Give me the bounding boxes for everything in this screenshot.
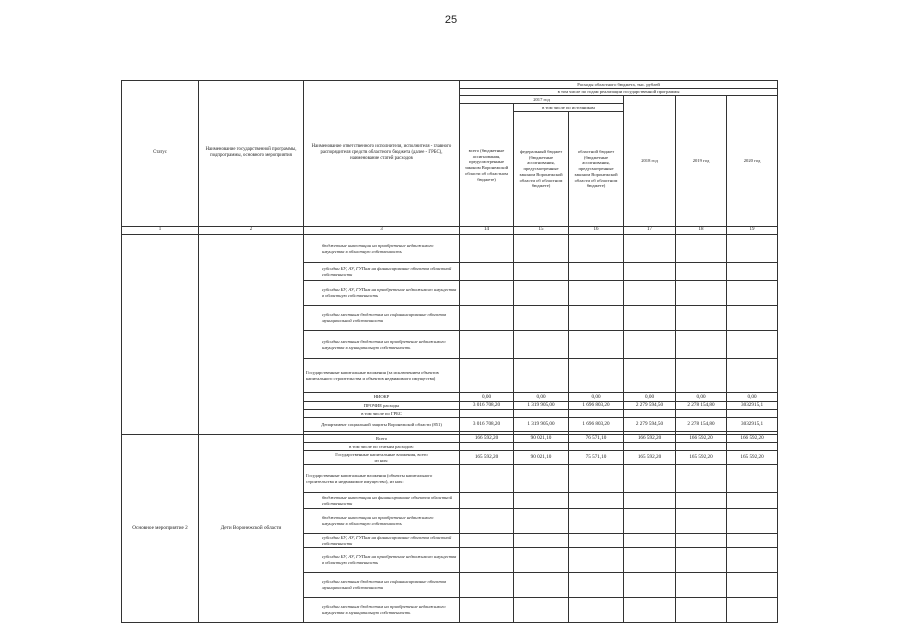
row-label: Государственные капитальные вложения (объекты капитального строительства и недвижимое имущество), из них: [304,465,460,493]
header-federal: федеральный бюджет (бюджетные ассигнования, предусмотренные законом Воронежской области об областном бюджете) [514,111,569,226]
value-cell: 1 696 803,20 [569,401,624,410]
row-label: субсидии местным бюджетам на приобретение недвижимого имущества в муниципальную собственность [304,331,460,359]
row-label: бюджетные инвестиции на финансирование объектов областной собственности [304,493,460,509]
index-cell: 16 [569,226,624,234]
value-cell: 76 571,10 [569,434,624,443]
block1-status [122,235,199,435]
header-total: всего (бюджетные ассигнования, предусмотренные законом Воронежской области об областном бюджете) [460,104,514,227]
value-cell: 165 592,20 [624,451,676,465]
row-label: Всего [304,434,460,443]
header-status: Статус [122,81,199,227]
capital-sub: из них: [374,457,389,463]
value-cell: 0,00 [460,393,514,402]
value-cell: 165 592,20 [460,451,514,465]
header-2020: 2020 год [727,96,778,226]
value-cell: 75 571,10 [569,451,624,465]
header-2019: 2019 год [676,96,727,226]
row-label: Департамент социальной защиты Воронежской области (851) [304,417,460,431]
capital-label: Государственные капитальные вложения, всего [335,451,428,457]
row-label: Государственные капитальные вложения (за исключением объектов капитального строительства и объектов недвижимого имущества) [304,359,460,393]
index-cell: 19 [727,226,778,234]
value-cell: 0,00 [727,393,778,402]
value-cell: 3032915,1 [727,401,778,410]
value-cell: 166 592,20 [624,434,676,443]
value-cell: 3 016 708,20 [460,401,514,410]
budget-table [121,80,778,623]
row-label: бюджетные инвестиции на приобретение недвижимого имущества в областную собственность [304,235,460,263]
row-label: субсидии БУ, АУ, ГУПам на приобретение недвижимого имущества в областную собственность [304,548,460,573]
row-label: в том числе по статьям расходов: [304,443,460,451]
value-cell: 0,00 [676,393,727,402]
value-cell: 0,00 [569,393,624,402]
row-label: субсидии БУ, АУ, ГУПам на приобретение недвижимого имущества в областную собственность [304,281,460,306]
header-program-name: Наименование государственной программы, подпрограммы, основного мероприятия [199,81,304,227]
row-label: субсидии местным бюджетам на софинансирование объектов муниципальной собственности [304,306,460,331]
row-label: субсидии местным бюджетам на приобретение недвижимого имущества в муниципальную собственность [304,598,460,623]
value-cell: 2 278 154,80 [676,401,727,410]
value-cell: 166 592,20 [460,434,514,443]
header-2018: 2018 год [624,96,676,226]
value-cell: 90 021,10 [514,434,569,443]
value-cell: 165 592,20 [727,451,778,465]
row-label: ПРОЧИЕ расходы [304,401,460,410]
value-cell: 166 592,20 [727,434,778,443]
row-label: НИОКР [304,393,460,402]
row-label: бюджетные инвестиции на приобретение недвижимого имущества в областную собственность [304,509,460,534]
value-cell: 2 279 594,50 [624,401,676,410]
row-label [304,451,460,465]
table-row-total [122,434,778,443]
row-label: субсидии местным бюджетам на софинансирование объектов муниципальной собственности [304,573,460,598]
value-cell: 165 592,20 [676,451,727,465]
header-executor-name: Наименование ответственного исполнителя, исполнителя - главного распорядителя средств областного бюджета (далее - ГРБС), наименование статей расходов [304,81,460,227]
index-cell: 17 [624,226,676,234]
value-cell: 1 319 905,00 [514,401,569,410]
index-cell: 3 [304,226,460,234]
value-cell: 0,00 [514,393,569,402]
header-expenses-title: Расходы областного бюджета, тыс. рублей [460,81,778,89]
page-number: 25 [444,14,458,26]
header-by-years: в том числе по годам реализации государственной программы [460,88,778,96]
value-cell: 90 021,10 [514,451,569,465]
index-cell: 15 [514,226,569,234]
value-cell: 0,00 [624,393,676,402]
row-label: субсидии БУ, АУ, ГУПам на финансирование объектов областной собственности [304,263,460,281]
value-cell: 1 696 803,20 [569,417,624,431]
value-cell: 1 319 905,00 [514,417,569,431]
row-label: субсидии БУ, АУ, ГУПам на финансирование объектов областной собственности [304,534,460,548]
header-regional: областной бюджет (бюджетные ассигнования, предусмотренные законом Воронежской области об областном бюджете) [569,111,624,226]
value-cell: 2 278 154,80 [676,417,727,431]
index-row [122,226,778,234]
header-row-1 [122,81,778,89]
block2-status: Основное мероприятие 2 [122,434,199,622]
index-cell: 1 [122,226,199,234]
value-cell: 3 016 708,20 [460,417,514,431]
row-label: в том числе по ГРБС [304,410,460,418]
block2-program: Дети Воронежской области [199,434,304,622]
index-cell: 2 [199,226,304,234]
header-year-2017: 2017 год [460,96,624,104]
value-cell: 2 279 594,50 [624,417,676,431]
table-row [122,235,778,263]
header-by-sources: в том числе по источникам [514,104,624,112]
block1-program [199,235,304,435]
index-cell: 18 [676,226,727,234]
value-cell: 3032915,1 [727,417,778,431]
index-cell: 14 [460,226,514,234]
value-cell: 166 592,20 [676,434,727,443]
